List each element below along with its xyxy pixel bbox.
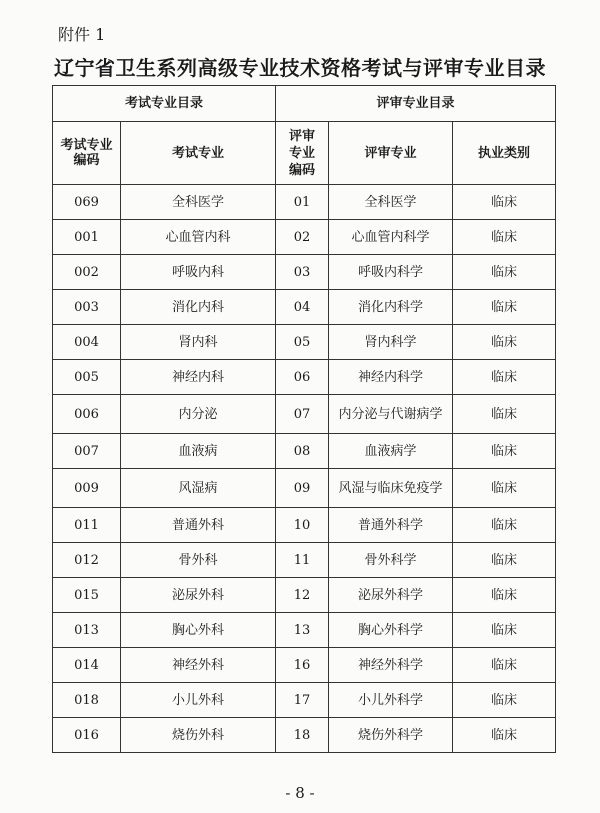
cell-exam-code: 016 bbox=[53, 718, 121, 753]
document-title: 辽宁省卫生系列高级专业技术资格考试与评审专业目录 bbox=[54, 56, 546, 80]
cell-review-code: 10 bbox=[276, 508, 329, 543]
cell-category: 临床 bbox=[453, 255, 556, 290]
cell-exam-code: 004 bbox=[53, 325, 121, 360]
cell-category: 临床 bbox=[453, 325, 556, 360]
cell-review-code: 12 bbox=[276, 578, 329, 613]
cell-review-code: 02 bbox=[276, 220, 329, 255]
cell-category: 临床 bbox=[453, 360, 556, 395]
cell-review-major: 骨外科学 bbox=[329, 543, 453, 578]
cell-review-major: 肾内科学 bbox=[329, 325, 453, 360]
cell-exam-major: 血液病 bbox=[121, 434, 276, 469]
cell-review-code: 11 bbox=[276, 543, 329, 578]
cell-exam-code: 011 bbox=[53, 508, 121, 543]
table-row bbox=[53, 718, 556, 753]
cell-exam-code: 001 bbox=[53, 220, 121, 255]
cell-review-major: 全科医学 bbox=[329, 185, 453, 220]
cell-review-code: 03 bbox=[276, 255, 329, 290]
cell-exam-major: 心血管内科 bbox=[121, 220, 276, 255]
table-row bbox=[53, 508, 556, 543]
table-row bbox=[53, 360, 556, 395]
cell-review-code: 16 bbox=[276, 648, 329, 683]
cell-exam-major: 神经内科 bbox=[121, 360, 276, 395]
cell-review-major: 泌尿外科学 bbox=[329, 578, 453, 613]
cell-category: 临床 bbox=[453, 220, 556, 255]
cell-exam-major: 神经外科 bbox=[121, 648, 276, 683]
cell-review-major: 呼吸内科学 bbox=[329, 255, 453, 290]
table-row bbox=[53, 648, 556, 683]
cell-category: 临床 bbox=[453, 469, 556, 508]
cell-exam-major: 肾内科 bbox=[121, 325, 276, 360]
cell-exam-code: 006 bbox=[53, 395, 121, 434]
cell-review-major: 心血管内科学 bbox=[329, 220, 453, 255]
cell-exam-major: 胸心外科 bbox=[121, 613, 276, 648]
review-code-header: 评审专业编码 bbox=[276, 122, 329, 185]
cell-exam-code: 005 bbox=[53, 360, 121, 395]
cell-exam-code: 014 bbox=[53, 648, 121, 683]
table-row bbox=[53, 683, 556, 718]
cell-exam-major: 小儿外科 bbox=[121, 683, 276, 718]
cell-exam-major: 内分泌 bbox=[121, 395, 276, 434]
major-catalog-table bbox=[52, 85, 556, 753]
cell-review-code: 13 bbox=[276, 613, 329, 648]
cell-exam-code: 013 bbox=[53, 613, 121, 648]
cell-exam-major: 骨外科 bbox=[121, 543, 276, 578]
attachment-label: 附件 1 bbox=[58, 25, 106, 44]
cell-category: 临床 bbox=[453, 395, 556, 434]
cell-review-major: 烧伤外科学 bbox=[329, 718, 453, 753]
cell-review-major: 胸心外科学 bbox=[329, 613, 453, 648]
cell-exam-code: 069 bbox=[53, 185, 121, 220]
cell-exam-major: 风湿病 bbox=[121, 469, 276, 508]
cell-exam-code: 007 bbox=[53, 434, 121, 469]
page-number: - 8 - bbox=[285, 784, 315, 802]
cell-exam-major: 全科医学 bbox=[121, 185, 276, 220]
cell-review-code: 05 bbox=[276, 325, 329, 360]
table-body bbox=[53, 185, 556, 753]
cell-review-code: 06 bbox=[276, 360, 329, 395]
cell-exam-major: 消化内科 bbox=[121, 290, 276, 325]
cell-category: 临床 bbox=[453, 578, 556, 613]
cell-exam-major: 泌尿外科 bbox=[121, 578, 276, 613]
cell-exam-code: 009 bbox=[53, 469, 121, 508]
cell-review-code: 17 bbox=[276, 683, 329, 718]
cell-review-code: 04 bbox=[276, 290, 329, 325]
cell-exam-code: 003 bbox=[53, 290, 121, 325]
cell-category: 临床 bbox=[453, 718, 556, 753]
cell-exam-major: 普通外科 bbox=[121, 508, 276, 543]
table-row bbox=[53, 469, 556, 508]
cell-review-code: 01 bbox=[276, 185, 329, 220]
table-row bbox=[53, 325, 556, 360]
cell-review-major: 普通外科学 bbox=[329, 508, 453, 543]
cell-exam-code: 012 bbox=[53, 543, 121, 578]
exam-code-header: 考试专业编码 bbox=[53, 122, 121, 185]
table-row bbox=[53, 434, 556, 469]
cell-review-major: 内分泌与代谢病学 bbox=[329, 395, 453, 434]
category-header: 执业类别 bbox=[453, 122, 556, 185]
cell-review-major: 小儿外科学 bbox=[329, 683, 453, 718]
table-row bbox=[53, 185, 556, 220]
cell-review-code: 08 bbox=[276, 434, 329, 469]
cell-review-code: 07 bbox=[276, 395, 329, 434]
review-group-header: 评审专业目录 bbox=[276, 86, 556, 122]
cell-category: 临床 bbox=[453, 508, 556, 543]
cell-category: 临床 bbox=[453, 434, 556, 469]
cell-exam-major: 呼吸内科 bbox=[121, 255, 276, 290]
cell-exam-code: 018 bbox=[53, 683, 121, 718]
cell-exam-code: 002 bbox=[53, 255, 121, 290]
cell-category: 临床 bbox=[453, 613, 556, 648]
cell-category: 临床 bbox=[453, 543, 556, 578]
exam-group-header: 考试专业目录 bbox=[53, 86, 276, 122]
table-row bbox=[53, 255, 556, 290]
table-row bbox=[53, 220, 556, 255]
cell-review-major: 血液病学 bbox=[329, 434, 453, 469]
cell-category: 临床 bbox=[453, 185, 556, 220]
exam-major-header: 考试专业 bbox=[121, 122, 276, 185]
cell-review-major: 风湿与临床免疫学 bbox=[329, 469, 453, 508]
cell-exam-major: 烧伤外科 bbox=[121, 718, 276, 753]
table-row bbox=[53, 395, 556, 434]
cell-review-major: 神经外科学 bbox=[329, 648, 453, 683]
table-row bbox=[53, 543, 556, 578]
table-row bbox=[53, 290, 556, 325]
cell-review-major: 神经内科学 bbox=[329, 360, 453, 395]
cell-category: 临床 bbox=[453, 290, 556, 325]
cell-exam-code: 015 bbox=[53, 578, 121, 613]
cell-review-code: 18 bbox=[276, 718, 329, 753]
table-row bbox=[53, 613, 556, 648]
cell-review-code: 09 bbox=[276, 469, 329, 508]
table-row bbox=[53, 578, 556, 613]
cell-category: 临床 bbox=[453, 683, 556, 718]
cell-review-major: 消化内科学 bbox=[329, 290, 453, 325]
cell-category: 临床 bbox=[453, 648, 556, 683]
review-major-header: 评审专业 bbox=[329, 122, 453, 185]
